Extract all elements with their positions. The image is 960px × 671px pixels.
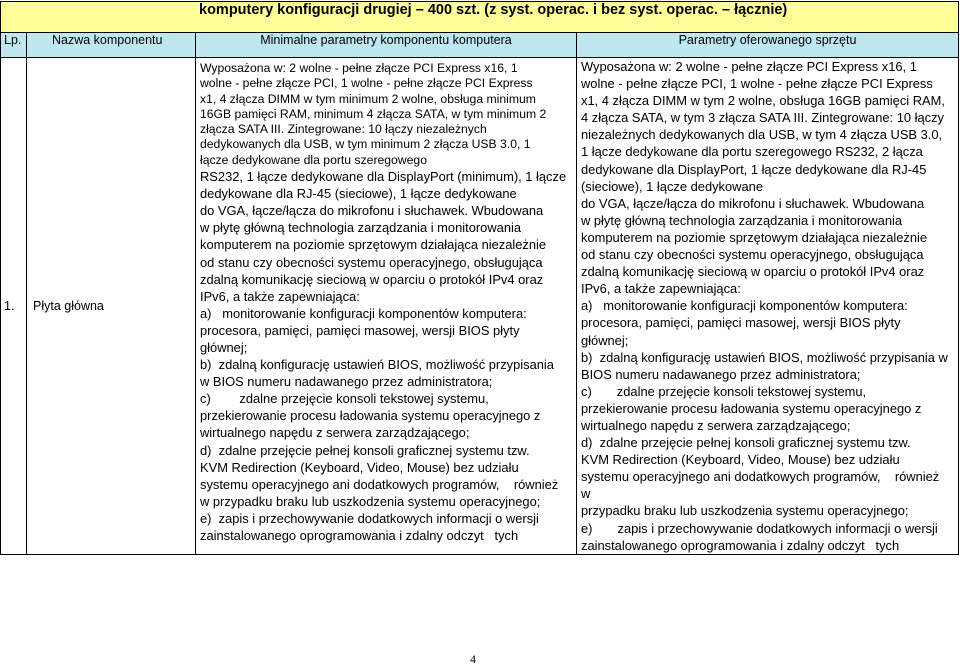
- minimum-parameters-text-part1: Wyposażona w: 2 wolne - pełne złącze PCI Express x16, 1 wolne - pełne złącze PCI, 1 wolne - pełne złącze PCI Express x1, 4 złącza DIMM w tym minimum 2 wolne, obsługa minimum 16GB pamięci RAM, minimum 4 złącza SATA, w tym minimum 2 złącza SATA III. Zintegrowane: 10 łączy niezależnych dedykowanych dla USB, w tym minimum 2 złącza USB 3.0, 1 łącze dedykowane dla portu szeregowego: [200, 61, 547, 167]
- offered-parameters-text: Wyposażona w: 2 wolne - pełne złącze PCI Express x16, 1 wolne - pełne złącze PCI, 1 wolne - pełne złącze PCI Express x1, 4 złącza DIMM w tym 2 wolne, obsługa 16GB pamięci RAM, 4 złącza SATA, w tym 3 złącza SATA III. Zintegrowane: 10 łączy niezależnych dedykowanych dla USB, w tym 4 złącza USB 3.0, 1 łącze dedykowane dla portu szeregowego RS232, 2 łącza dedykowane dla DisplayPort, 1 łącze dedykowane dla RJ-45 (sieciowe), 1 łącze dedykowane do VGA, łącze/łącza do mikrofonu i słuchawek. Wbudowana w płytę główną technologia zarządzania i monitorowania komputerem na poziomie sprzętowym działająca niezależnie od stanu czy obecności systemu operacyjnego, obsługująca zdalną komunikację sieciową w oparciu o protokół IPv4 oraz IPv6, a także zapewniająca: a) monitorowanie konfiguracji komponentów komputera: procesora, pamięci, pamięci masowej, wersji BIOS płyty głównej; b) zdalną konfigurację ustawień BIOS, możliwość przypisania w BIOS numeru nadawanego przez administratora; c) zdalne przejęcie konsoli tekstowej systemu, przekierowanie procesu ładowania systemu operacyjnego z wirtualnego napędu z serwera zarządzającego; d) zdalne przejęcie pełnej konsoli graficznej systemu tzw. KVM Redirection (Keyboard, Video, Mouse) bez udziału systemu operacyjnego ani dodatkowych programów, również w przypadku braku lub uszkodzenia systemu operacyjnego; e) zapis i przechowywanie dodatkowych informacji o wersji zainstalowanego oprogramowania i zdalny odczyt tych: [581, 59, 948, 553]
- spec-table: [0, 1, 959, 555]
- header-offered-parameters: Parametry oferowanego sprzętu: [577, 33, 959, 58]
- row-offered-parameters-cell: [577, 58, 959, 555]
- header-minimum-parameters: Minimalne parametry komponentu komputera: [196, 33, 577, 58]
- header-lp: Lp.: [1, 33, 27, 58]
- page-number: 4: [470, 652, 476, 666]
- table-row: [1, 58, 959, 555]
- row-minimum-parameters-cell: [196, 58, 577, 555]
- header-component-name: Nazwa komponentu: [27, 33, 196, 58]
- table-title-row: [1, 2, 959, 33]
- row-number: 1.: [1, 58, 27, 555]
- table-title: komputery konfiguracji drugiej – 400 szt. (z syst. operac. i bez syst. operac. – łącznie): [1, 2, 959, 33]
- table-header-row: [1, 33, 959, 58]
- minimum-parameters-text-part2: RS232, 1 łącze dedykowane dla DisplayPort (minimum), 1 łącze dedykowane dla RJ-45 (sieciowe), 1 łącze dedykowane do VGA, łącze/łącza do mikrofonu i słuchawek. Wbudowana w płytę główną technologia zarządzania i monitorowania komputerem na poziomie sprzętowym działająca niezależnie od stanu czy obecności systemu operacyjnego, obsługująca zdalną komunikację sieciową w oparciu o protokół IPv4 oraz IPv6, a także zapewniająca: a) monitorowanie konfiguracji komponentów komputera: procesora, pamięci, pamięci masowej, wersji BIOS płyty głównej; b) zdalną konfigurację ustawień BIOS, możliwość przypisania w BIOS numeru nadawanego przez administratora; c) zdalne przejęcie konsoli tekstowej systemu, przekierowanie procesu ładowania systemu operacyjnego z wirtualnego napędu z serwera zarządzającego; d) zdalne przejęcie pełnej konsoli graficznej systemu tzw. KVM Redirection (Keyboard, Video, Mouse) bez udziału systemu operacyjnego ani dodatkowych programów, również w przypadku braku lub uszkodzenia systemu operacyjnego; e) zapis i przechowywanie dodatkowych informacji o wersji zainstalowanego oprogramowania i zdalny odczyt tych: [200, 169, 567, 544]
- row-component-name: Płyta główna: [27, 58, 196, 555]
